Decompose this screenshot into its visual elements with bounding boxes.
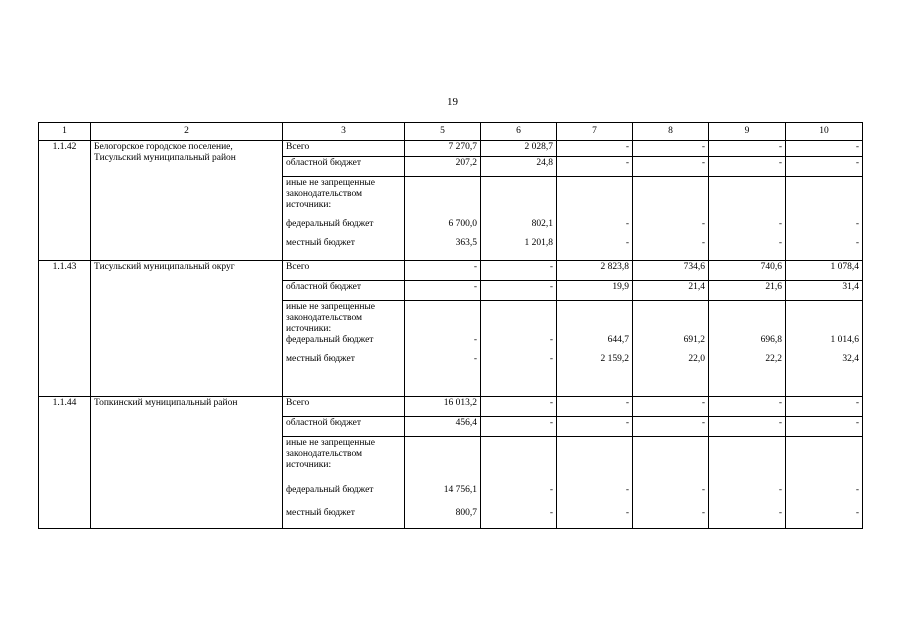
table-cell: - (786, 157, 863, 177)
table-cell: - (405, 281, 481, 301)
table-cell: - (701, 485, 705, 495)
table-cell: 2 028,7 (481, 141, 557, 157)
row-label: федеральный бюджет (286, 485, 374, 495)
table-row (39, 261, 863, 281)
table-cell: - (557, 417, 633, 437)
table-cell: 21,4 (633, 281, 709, 301)
table-cell: 21,6 (709, 281, 786, 301)
table-cell: - (481, 281, 557, 301)
table-cell: - (557, 397, 633, 417)
row-label: областной бюджет (283, 157, 405, 177)
table-cell: - (855, 219, 859, 229)
table-cell: - (855, 238, 859, 248)
budget-table (38, 122, 863, 529)
table-cell: - (549, 485, 553, 495)
row-label: областной бюджет (283, 281, 405, 301)
table-cell: 7 270,7 (405, 141, 481, 157)
table-cell: - (625, 238, 629, 248)
table-cell: - (778, 485, 782, 495)
table-cell: 6 700,0 (448, 219, 477, 229)
row-label: иные не запрещенные законодательством источники: (286, 438, 376, 470)
table-cell: - (855, 485, 859, 495)
table-cell: 740,6 (709, 261, 786, 281)
column-header: 7 (557, 123, 633, 141)
row-label: Всего (283, 141, 405, 157)
table-cell: 16 013,2 (405, 397, 481, 417)
row-label: Всего (283, 397, 405, 417)
table-cell: - (709, 141, 786, 157)
row-label: местный бюджет (286, 508, 355, 518)
page-number: 19 (447, 96, 458, 108)
row-label: местный бюджет (286, 354, 355, 364)
table-cell: - (473, 354, 477, 364)
table-cell: - (786, 397, 863, 417)
municipality-name: Тисульский муниципальный округ (91, 261, 283, 397)
table-cell: - (786, 141, 863, 157)
sources-cell (283, 301, 405, 397)
table-cell: 363,5 (455, 238, 477, 248)
table-cell: 31,4 (786, 281, 863, 301)
table-cell: 19,9 (557, 281, 633, 301)
table-cell: - (633, 397, 709, 417)
header-row (39, 123, 863, 141)
table-cell: 14 756,1 (443, 485, 477, 495)
table-cell: - (557, 141, 633, 157)
table-cell: 802,1 (531, 219, 553, 229)
table-cell: 1 078,4 (786, 261, 863, 281)
row-label: иные не запрещенные законодательством источники: (286, 302, 376, 334)
table-cell: 207,2 (405, 157, 481, 177)
table-cell: 1 014,6 (830, 335, 859, 345)
sources-cell (283, 177, 405, 261)
row-code: 1.1.44 (39, 397, 91, 529)
table-cell: - (405, 261, 481, 281)
table-cell: - (709, 397, 786, 417)
table-cell: 2 159,2 (600, 354, 629, 364)
column-header: 5 (405, 123, 481, 141)
table-cell: - (633, 157, 709, 177)
column-header: 8 (633, 123, 709, 141)
table-cell: 456,4 (405, 417, 481, 437)
table-cell: - (625, 219, 629, 229)
table-cell: 734,6 (633, 261, 709, 281)
table-cell: - (786, 417, 863, 437)
table-cell: 32,4 (842, 354, 859, 364)
table-row (39, 141, 863, 157)
table-cell: 1 201,8 (524, 238, 553, 248)
row-code: 1.1.43 (39, 261, 91, 397)
table-cell: - (701, 508, 705, 518)
column-header: 6 (481, 123, 557, 141)
table-cell: - (855, 508, 859, 518)
row-label: иные не запрещенные законодательством источники: (286, 178, 376, 210)
table-cell: - (778, 508, 782, 518)
row-label: Всего (283, 261, 405, 281)
table-cell: 22,2 (765, 354, 782, 364)
table-cell: - (778, 219, 782, 229)
table-cell: - (633, 141, 709, 157)
table-cell: 2 823,8 (557, 261, 633, 281)
table-cell: 24,8 (481, 157, 557, 177)
table-cell: - (473, 335, 477, 345)
municipality-name: Белогорское городское поселение, Тисульский муниципальный район (91, 141, 283, 261)
table-cell: - (709, 157, 786, 177)
table-cell: - (481, 397, 557, 417)
row-code: 1.1.42 (39, 141, 91, 261)
table-cell: - (633, 417, 709, 437)
table-cell: - (481, 417, 557, 437)
column-header: 1 (39, 123, 91, 141)
row-label: местный бюджет (286, 238, 355, 248)
table-cell: - (625, 508, 629, 518)
column-header: 2 (91, 123, 283, 141)
table-cell: - (481, 261, 557, 281)
table-cell: - (778, 238, 782, 248)
row-label: федеральный бюджет (286, 335, 374, 345)
table-cell: 800,7 (455, 508, 477, 518)
row-label: областной бюджет (283, 417, 405, 437)
table-cell: - (549, 335, 553, 345)
table-cell: 22,0 (688, 354, 705, 364)
table-cell: - (549, 354, 553, 364)
table-cell: - (701, 238, 705, 248)
table-cell: 644,7 (607, 335, 629, 345)
table-cell: - (557, 157, 633, 177)
table-cell: - (701, 219, 705, 229)
column-header: 3 (283, 123, 405, 141)
table-cell: - (625, 485, 629, 495)
row-label: федеральный бюджет (286, 219, 374, 229)
table-row (39, 397, 863, 417)
table-cell: 696,8 (760, 335, 782, 345)
table-cell: 691,2 (683, 335, 705, 345)
municipality-name: Топкинский муниципальный район (91, 397, 283, 529)
sources-cell (283, 437, 405, 529)
table-cell: - (549, 508, 553, 518)
table-cell: - (709, 417, 786, 437)
column-header: 10 (786, 123, 863, 141)
column-header: 9 (709, 123, 786, 141)
